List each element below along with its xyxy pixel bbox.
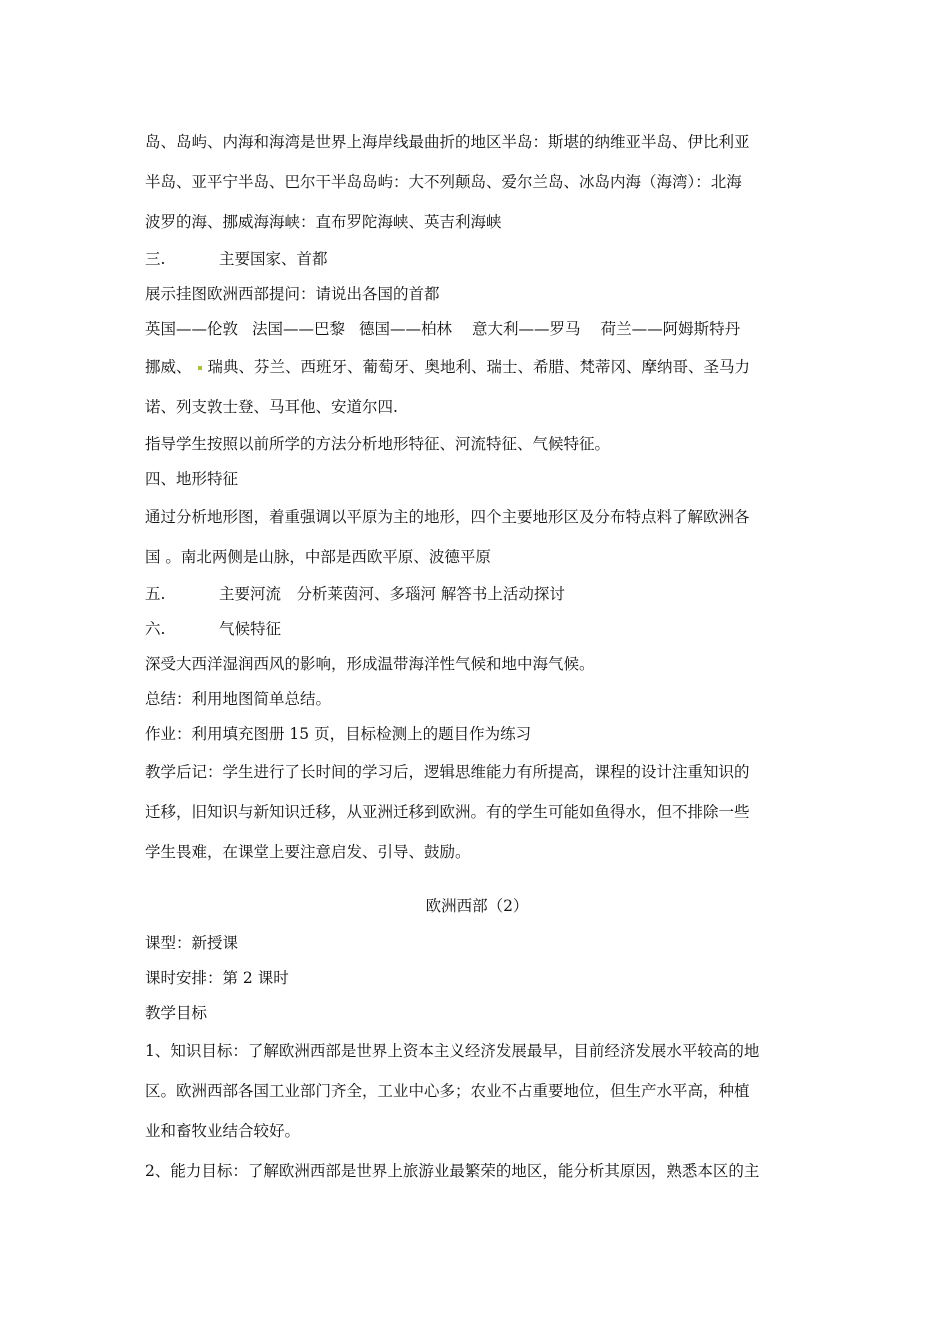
paragraph-line: 1、知识目标：了解欧洲西部是世界上资本主义经济发展最早，目前经济发展水平较高的地 xyxy=(145,1042,760,1060)
paragraph-line: 总结：利用地图简单总结。 xyxy=(145,690,332,708)
section-heading-3 xyxy=(145,242,809,277)
paragraph-line: 岛、岛屿、内海和海湾是世界上海岸线最曲折的地区半岛：斯堪的纳维亚半岛、伊比利亚 xyxy=(145,133,750,151)
paragraph-line: 作业：利用填充图册 15 页，目标检测上的题目作为练习 xyxy=(145,725,532,743)
paragraph-line: 学生畏难，在课堂上要注意启发、引导、鼓励。 xyxy=(145,843,471,861)
country-list: 瑞典、芬兰、西班牙、葡萄牙、奥地利、瑞士、希腊、梵蒂冈、摩纳哥、圣马力 xyxy=(207,358,751,376)
capital-it: 意大利——罗马 xyxy=(472,320,581,338)
lesson-title: 欧洲西部（2） xyxy=(425,897,529,915)
paragraph-line: 区。欧洲西部各国工业部门齐全，工业中心多；农业不占重要地位，但生产水平高，种植 xyxy=(145,1082,750,1100)
paragraph-line: 迁移，旧知识与新知识迁移，从亚洲迁移到欧洲。有的学生可能如鱼得水，但不排除一些 xyxy=(145,803,750,821)
section-number: 三. xyxy=(145,250,166,268)
paragraph-line: 业和畜牧业结合较好。 xyxy=(145,1122,301,1140)
capital-de: 德国——柏林 xyxy=(359,320,453,338)
section-heading-6 xyxy=(145,612,809,647)
section-heading-4: 四、地形特征 xyxy=(145,470,239,488)
countries-line xyxy=(145,347,809,387)
paragraph-line: 课型：新授课 xyxy=(145,934,239,952)
section-title: 主要河流 分析莱茵河、多瑙河 解答书上活动探讨 xyxy=(219,585,565,603)
paragraph-line: 国 。南北两侧是山脉，中部是西欧平原、波德平原 xyxy=(145,548,491,566)
paragraph-line: 教学后记：学生进行了长时间的学习后，逻辑思维能力有所提高，课程的设计注重知识的 xyxy=(145,763,750,781)
capital-uk: 英国——伦敦 xyxy=(145,320,239,338)
marker-dot xyxy=(198,366,202,370)
paragraph-line: 指导学生按照以前所学的方法分析地形特征、河流特征、气候特征。 xyxy=(145,435,611,453)
section-number: 五. xyxy=(145,585,166,603)
paragraph-line: 诺、列支敦士登、马耳他、安道尔四. xyxy=(145,398,398,416)
section-number: 六. xyxy=(145,620,166,638)
section-title: 气候特征 xyxy=(219,620,282,638)
paragraph-line: 教学目标 xyxy=(145,1004,208,1022)
paragraph-line: 波罗的海、挪威海海峡：直布罗陀海峡、英吉利海峡 xyxy=(145,213,502,231)
paragraph-line: 课时安排：第 2 课时 xyxy=(145,969,289,987)
paragraph-line: 展示挂图欧洲西部提问：请说出各国的首都 xyxy=(145,285,440,303)
country-norway: 挪威、 xyxy=(145,358,192,376)
capital-fr: 法国——巴黎 xyxy=(252,320,346,338)
paragraph-line: 半岛、亚平宁半岛、巴尔干半岛岛屿：大不列颠岛、爱尔兰岛、冰岛内海（海湾）：北海 xyxy=(145,173,742,191)
capitals-line xyxy=(145,312,809,347)
document-body xyxy=(145,122,809,1191)
section-heading-5 xyxy=(145,577,809,612)
section-title: 主要国家、首都 xyxy=(219,250,328,268)
paragraph-line: 2、能力目标：了解欧洲西部是世界上旅游业最繁荣的地区，能分析其原因，熟悉本区的主 xyxy=(145,1162,760,1180)
capital-nl: 荷兰——阿姆斯特丹 xyxy=(600,320,741,338)
paragraph-line: 通过分析地形图，着重强调以平原为主的地形，四个主要地形区及分布特点料了解欧洲各 xyxy=(145,508,750,526)
paragraph-line: 深受大西洋湿润西风的影响，形成温带海洋性气候和地中海气候。 xyxy=(145,655,595,673)
